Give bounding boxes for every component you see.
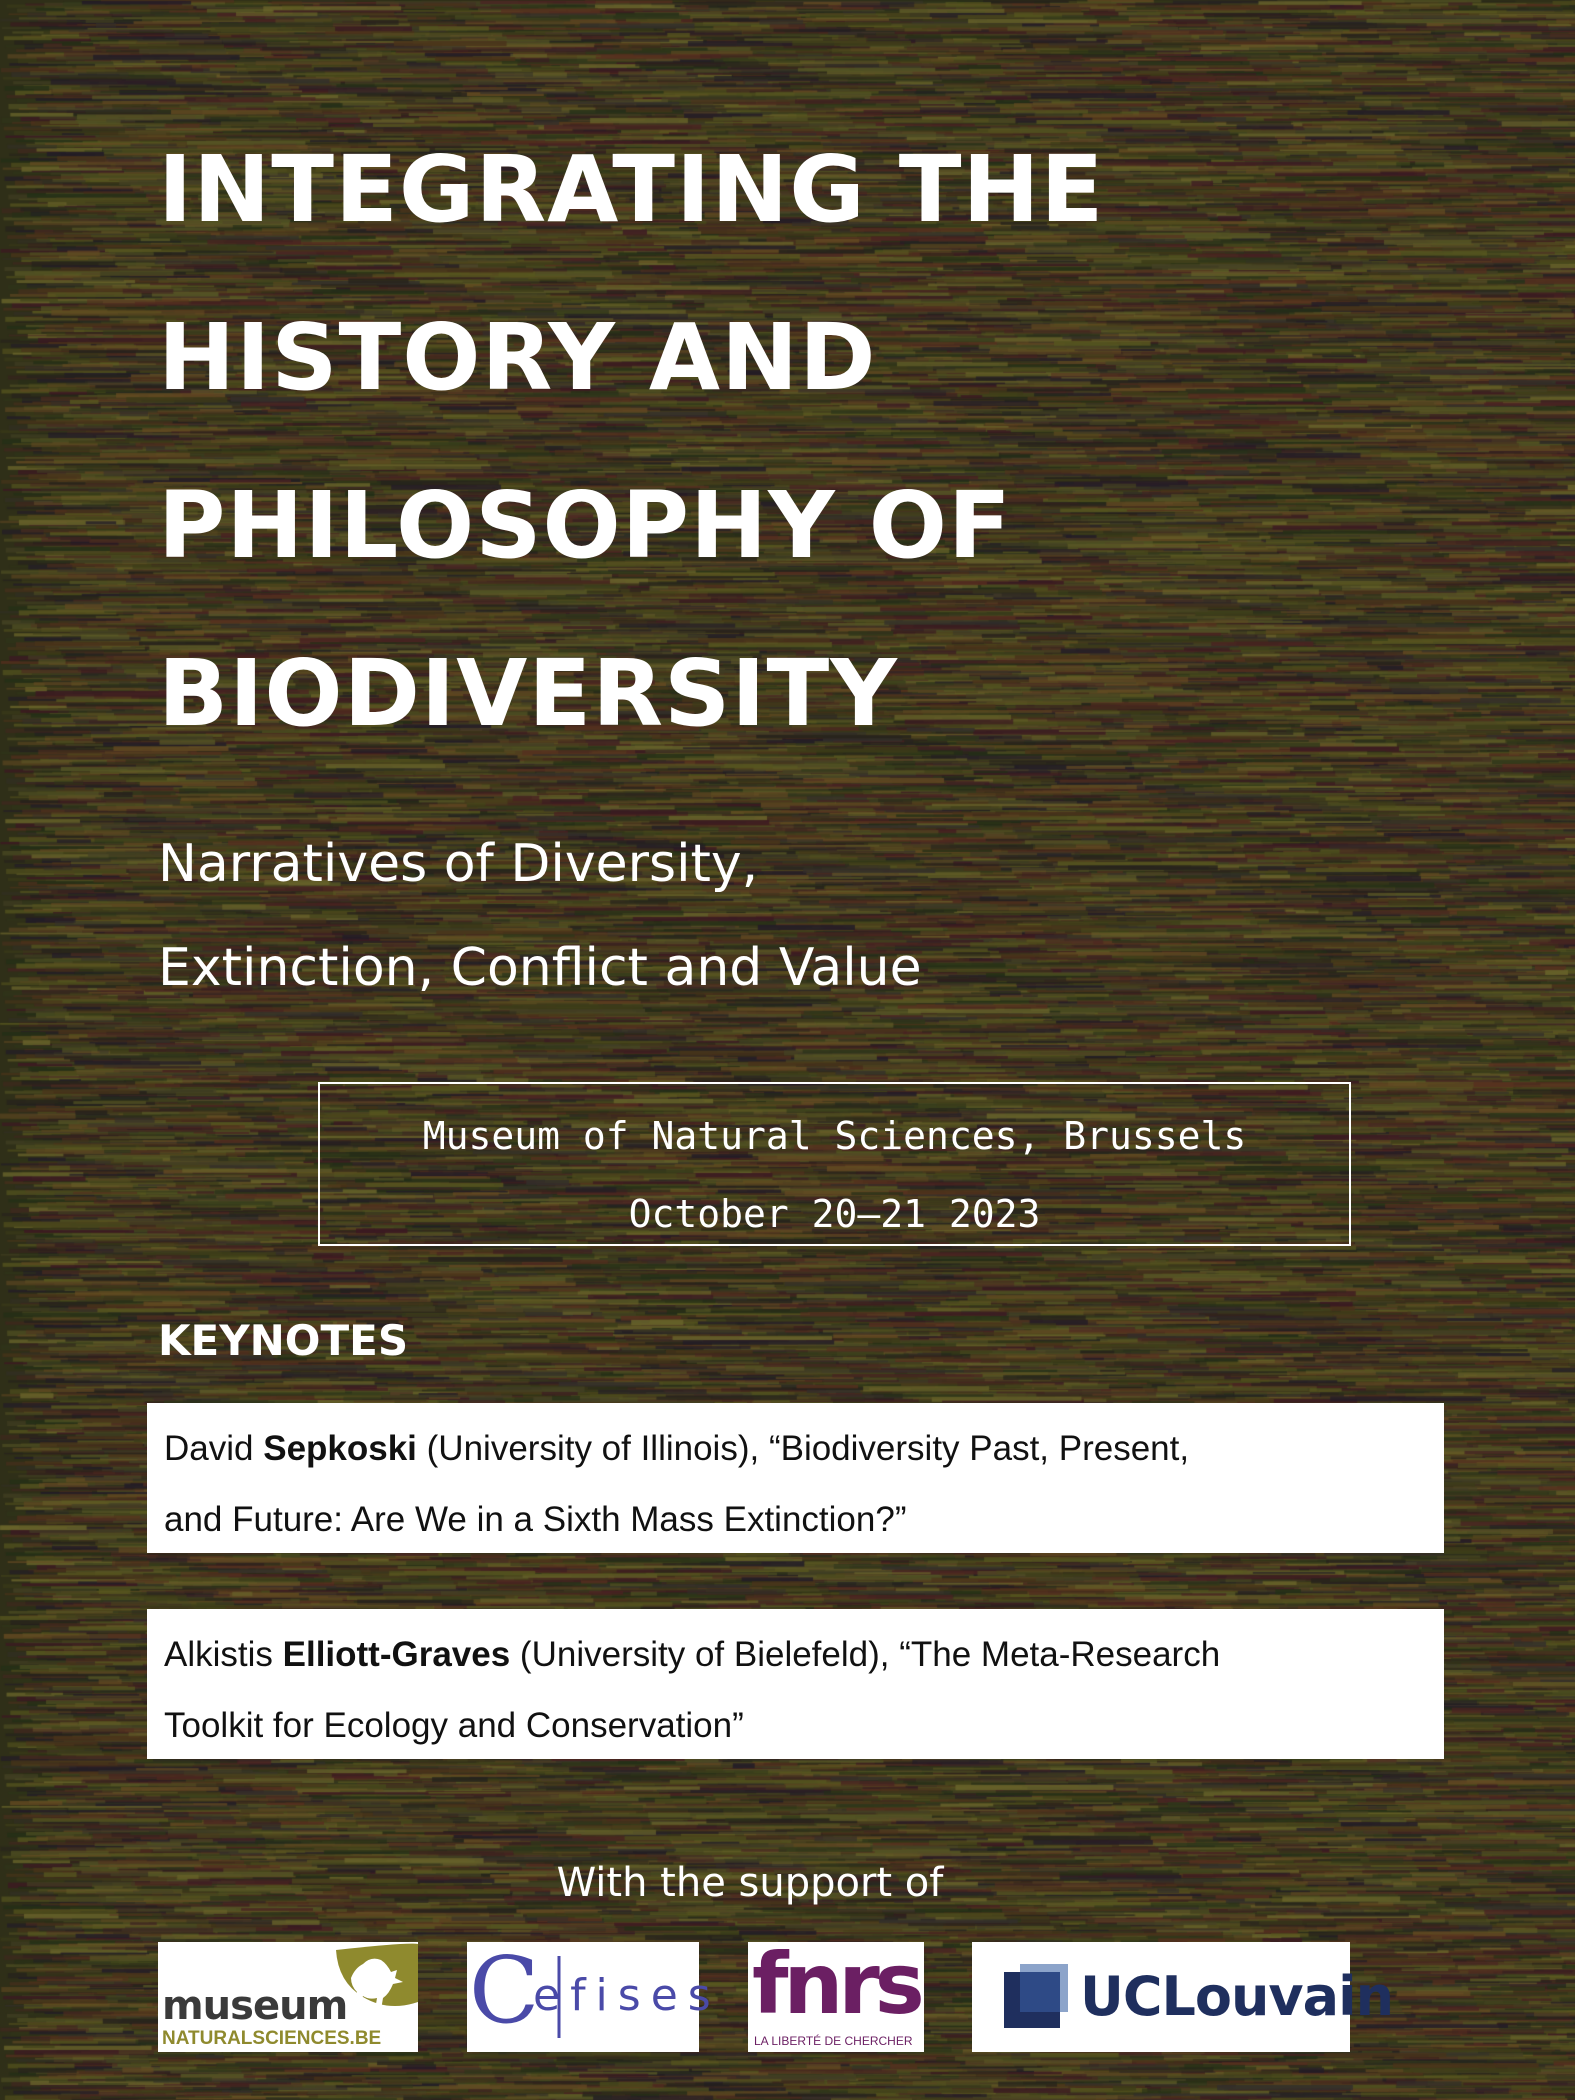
venue-box bbox=[318, 1082, 1351, 1246]
title-line-1: INTEGRATING THE bbox=[158, 136, 1105, 243]
keynote-line-2: and Future: Are We in a Sixth Mass Extinction?” bbox=[164, 1500, 907, 1539]
fnrs-logo-word: fnrs bbox=[752, 1935, 920, 2033]
cefises-logo bbox=[467, 1937, 721, 2052]
keynote-card-elliott-graves bbox=[147, 1609, 1444, 1759]
uclouvain-logo bbox=[972, 1942, 1394, 2052]
subtitle-line-2: Extinction, Conflict and Value bbox=[158, 938, 922, 998]
keynote-line-1 bbox=[164, 1413, 1426, 1484]
title-line-4: BIODIVERSITY bbox=[158, 640, 898, 747]
keynotes-heading: KEYNOTES bbox=[158, 1316, 409, 1365]
uclouvain-square-icon bbox=[1004, 1964, 1074, 2034]
speaker-last-name: Elliott-Graves bbox=[282, 1635, 511, 1674]
speaker-last-name: Sepkoski bbox=[263, 1429, 417, 1468]
speaker-first-name: David bbox=[164, 1429, 264, 1468]
subtitle-line-1: Narratives of Diversity, bbox=[158, 834, 759, 894]
venue-place: Museum of Natural Sciences, Brussels bbox=[422, 1114, 1247, 1158]
cefises-logo-letter: C bbox=[469, 1937, 540, 2044]
museum-logo-word: museum bbox=[162, 1983, 348, 2029]
uclouvain-logo-word: UCLouvain bbox=[1080, 1965, 1394, 2028]
museum-logo-sub: NATURALSCIENCES.BE bbox=[162, 2028, 382, 2049]
poster-title bbox=[0, 0, 1575, 760]
cefises-logo-word: efises bbox=[533, 1970, 721, 2021]
keynote-card-sepkoski bbox=[147, 1403, 1444, 1553]
fnrs-logo bbox=[748, 1935, 924, 2052]
title-line-2: HISTORY AND bbox=[158, 304, 877, 411]
museum-logo bbox=[158, 1942, 418, 2052]
speaker-first-name: Alkistis bbox=[164, 1635, 283, 1674]
title-line-3: PHILOSOPHY OF bbox=[158, 472, 1012, 579]
keynote-affiliation-title: (University of Bielefeld), “The Meta-Research bbox=[510, 1635, 1221, 1674]
fnrs-logo-tagline: LA LIBERTÉ DE CHERCHER bbox=[754, 2034, 913, 2048]
venue-date: October 20–21 2023 bbox=[628, 1192, 1041, 1236]
keynote-affiliation-title: (University of Illinois), “Biodiversity Past, Present, bbox=[416, 1429, 1190, 1468]
keynote-line-2: Toolkit for Ecology and Conservation” bbox=[164, 1706, 744, 1745]
keynote-line-1 bbox=[164, 1619, 1426, 1690]
poster-subtitle bbox=[0, 820, 1575, 1020]
support-label: With the support of bbox=[556, 1860, 944, 1906]
